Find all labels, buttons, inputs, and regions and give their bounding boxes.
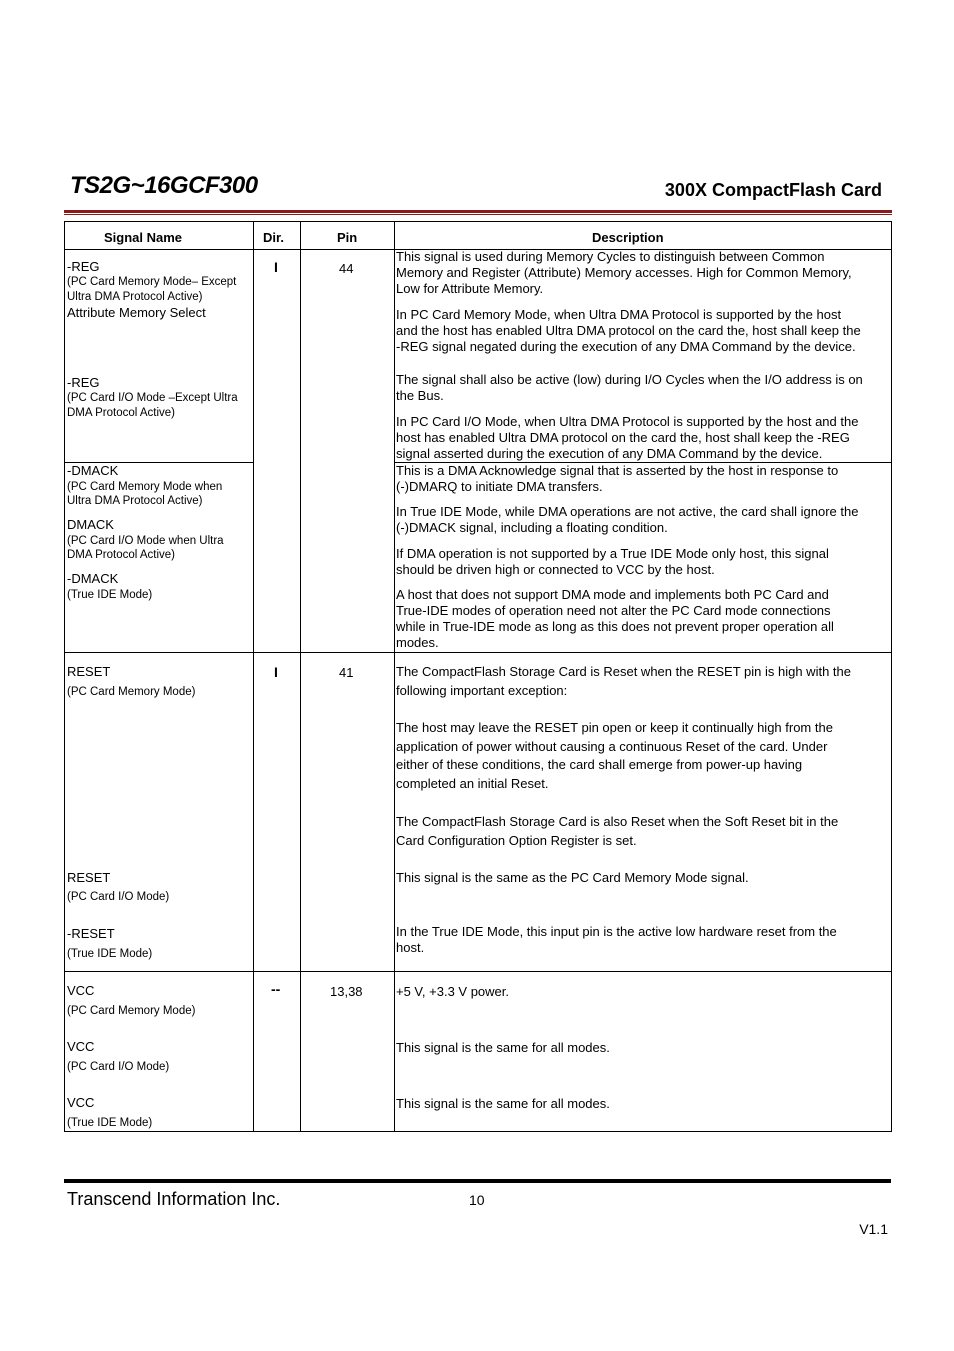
signal-description: The signal shall also be active (low) during I/O Cycles when the I/O address is on the Bus. [396, 372, 863, 403]
row-divider [64, 971, 892, 972]
column-header-dir: Dir. [263, 230, 284, 245]
signal-direction: -- [271, 981, 281, 997]
version-label: V1.1 [859, 1221, 888, 1237]
column-header-signal: Signal Name [104, 230, 183, 245]
footer-company: Transcend Information Inc. [67, 1189, 281, 1209]
table-border-bottom [64, 1131, 892, 1132]
signal-name: DMACK [67, 517, 114, 532]
page-number: 10 [469, 1192, 485, 1208]
signal-pin: 44 [339, 261, 354, 276]
table-divider [394, 221, 395, 1132]
signal-name: -DMACK [67, 463, 119, 478]
header-rule-thin [64, 214, 892, 215]
signal-description: In the True IDE Mode, this input pin is the active low hardware reset from the host. [396, 924, 837, 955]
table-border-left [64, 221, 65, 1132]
signal-description: This signal is the same as the PC Card Memory Mode signal. [396, 870, 749, 885]
signal-mode: (PC Card Memory Mode) [67, 1005, 196, 1017]
signal-name: VCC [67, 983, 95, 998]
document-title: TS2G~16GCF300 [70, 172, 258, 199]
signal-mode: DMA Protocol Active) [67, 407, 176, 419]
signal-name: RESET [67, 664, 111, 679]
signal-mode: (PC Card I/O Mode) [67, 891, 170, 903]
row-divider [64, 652, 892, 653]
signal-description: In True IDE Mode, while DMA operations are not active, the card shall ignore the (-)DMACK signal, including a floating condition. [396, 504, 859, 535]
document-subtitle: 300X CompactFlash Card [664, 180, 882, 200]
signal-description: The CompactFlash Storage Card is also Reset when the Soft Reset bit in the Card Configuration Option Register is set. [396, 814, 839, 848]
signal-name: -RESET [67, 926, 115, 941]
signal-mode: (PC Card I/O Mode) [67, 1061, 170, 1073]
signal-description: In PC Card Memory Mode, when Ultra DMA Protocol is supported by the host and the host has enabled Ultra DMA protocol on the card the, host shall keep the -REG signal negated during the execution of any DMA Command by the device. [396, 307, 861, 354]
signal-direction: I [274, 259, 278, 275]
column-header-description: Description [592, 230, 664, 245]
signal-description: The CompactFlash Storage Card is Reset when the RESET pin is high with the following important exception: [396, 664, 851, 698]
header-rule [64, 210, 892, 213]
signal-mode: DMA Protocol Active) [67, 549, 176, 561]
signal-mode: Ultra DMA Protocol Active) [67, 495, 203, 507]
signal-name: RESET [67, 870, 111, 885]
signal-description: This signal is the same for all modes. [396, 1096, 610, 1111]
signal-pin: 13,38 [330, 984, 363, 999]
signal-mode: (PC Card Memory Mode– Except [67, 276, 237, 288]
table-divider [300, 221, 301, 1132]
signal-pin: 41 [339, 665, 354, 680]
signal-name: VCC [67, 1039, 95, 1054]
table-border-right [891, 221, 892, 1132]
signal-description: +5 V, +3.3 V power. [396, 984, 509, 999]
signal-description: This is a DMA Acknowledge signal that is asserted by the host in response to (-)DMARQ to initiate DMA transfers. [396, 463, 839, 494]
signal-name: VCC [67, 1095, 95, 1110]
table-border-top [64, 221, 892, 222]
signal-function: Attribute Memory Select [67, 305, 206, 320]
signal-mode: (PC Card I/O Mode when Ultra [67, 535, 224, 547]
signal-description: This signal is the same for all modes. [396, 1040, 610, 1055]
signal-description: In PC Card I/O Mode, when Ultra DMA Protocol is supported by the host and the host has enabled Ultra DMA protocol on the card the, host shall keep the -REG signal asserted during the execution of any DMA Command by the device. [396, 414, 859, 461]
signal-description: The host may leave the RESET pin open or keep it continually high from the application of power without causing a continuous Reset of the card. Under either of these conditions, the card shall emerge from power-up having completed an initial Reset. [396, 720, 833, 791]
signal-mode: (PC Card Memory Mode when [67, 481, 223, 493]
signal-direction: I [274, 664, 278, 680]
signal-mode: (True IDE Mode) [67, 948, 153, 960]
footer-rule [64, 1179, 891, 1183]
signal-description: If DMA operation is not supported by a True IDE Mode only host, this signal should be driven high or connected to VCC by the host. [396, 546, 829, 577]
signal-mode: (PC Card Memory Mode) [67, 686, 196, 698]
signal-description: A host that does not support DMA mode and implements both PC Card and True-IDE modes of operation need not alter the PC Card mode connections while in True-IDE mode as long as this does not prevent proper operation all modes. [396, 587, 834, 650]
signal-name: -REG [67, 375, 100, 390]
table-divider [253, 221, 254, 1132]
signal-name: -REG [67, 259, 100, 274]
signal-mode: Ultra DMA Protocol Active) [67, 291, 203, 303]
column-header-pin: Pin [337, 230, 358, 245]
signal-mode: (PC Card I/O Mode –Except Ultra [67, 392, 238, 404]
signal-mode: (True IDE Mode) [67, 1117, 153, 1129]
signal-name: -DMACK [67, 571, 119, 586]
signal-mode: (True IDE Mode) [67, 589, 153, 601]
signal-description: This signal is used during Memory Cycles to distinguish between Common Memory and Register (Attribute) Memory accesses. High for Common Memory, Low for Attribute Memory. [396, 249, 852, 296]
